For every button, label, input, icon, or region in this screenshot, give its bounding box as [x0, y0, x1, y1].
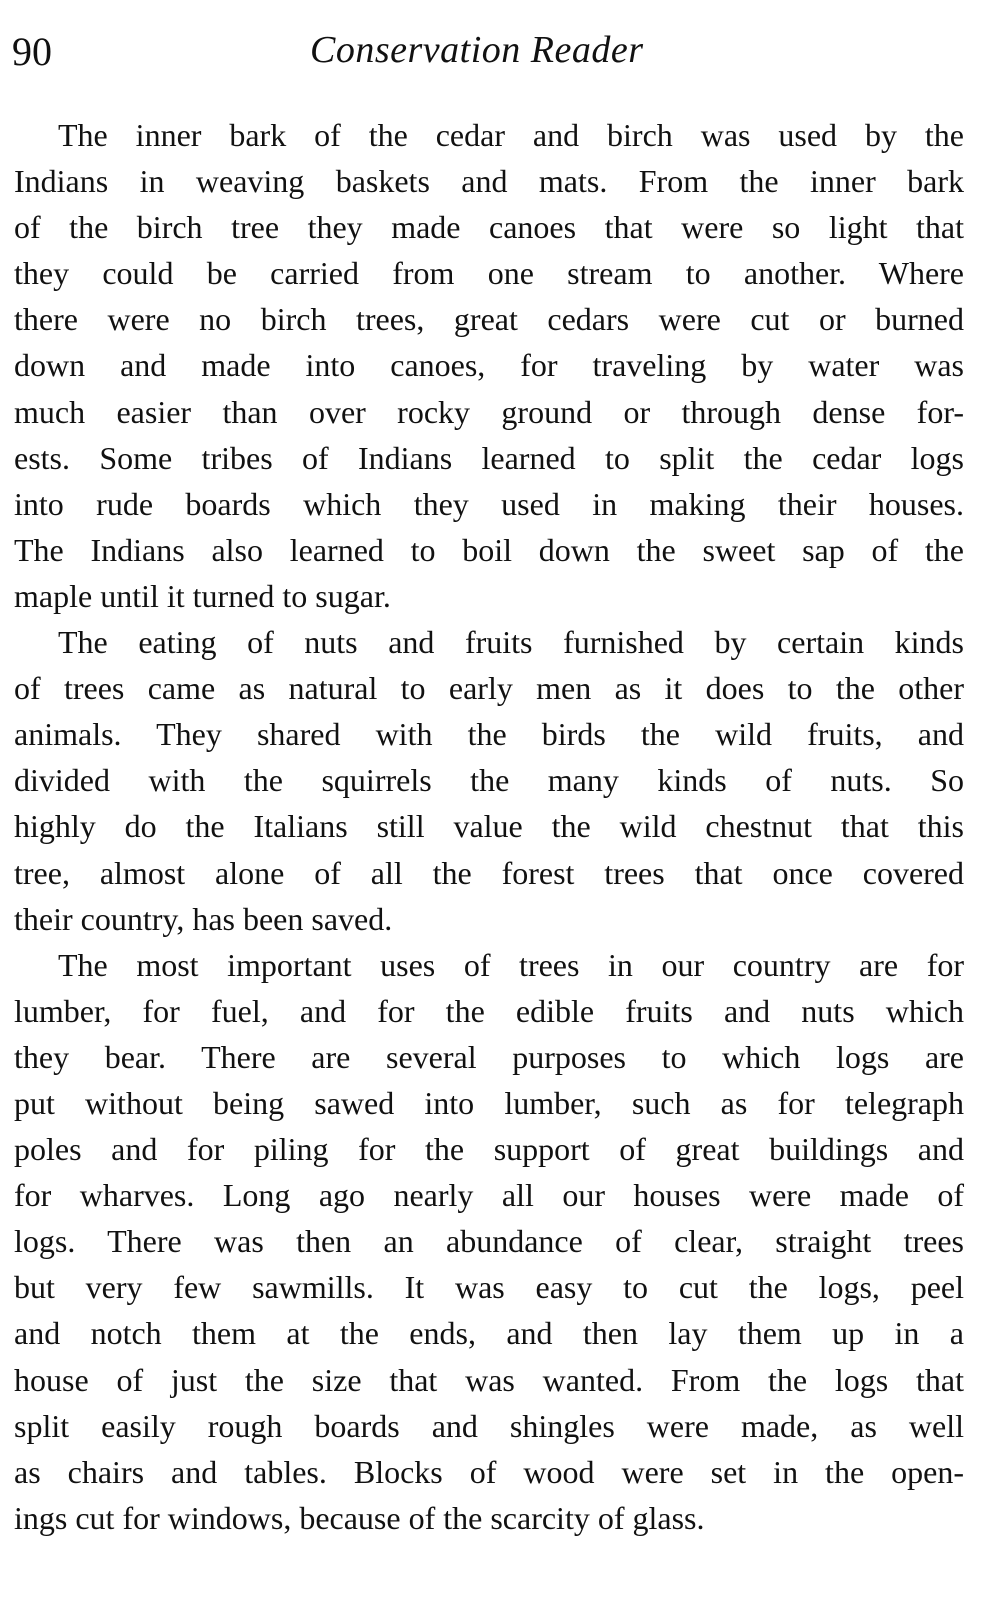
- text-line: tree, almost alone of all the forest trees that once covered: [14, 854, 964, 891]
- text-line: highly do the Italians still value the wild chestnut that this: [14, 808, 964, 845]
- text-line: there were no birch trees, great cedars were cut or burned: [14, 301, 964, 338]
- book-title: Conservation Reader: [310, 29, 644, 71]
- text-line: The eating of nuts and fruits furnished by certain kinds: [58, 624, 964, 661]
- running-head: [0, 18, 1000, 88]
- text-line: split easily rough boards and shingles were made, as well: [14, 1407, 964, 1444]
- body-text: [14, 112, 964, 1541]
- text-line: put without being sawed into lumber, such as for telegraph: [14, 1084, 964, 1121]
- text-line: Indians in weaving baskets and mats. From the inner bark: [14, 163, 964, 200]
- text-line: The inner bark of the cedar and birch was used by the: [58, 117, 964, 153]
- text-line: and notch them at the ends, and then lay them up in a: [14, 1315, 964, 1352]
- text-line: as chairs and tables. Blocks of wood were set in the open-: [14, 1453, 964, 1490]
- page-number: 90: [12, 29, 52, 74]
- paragraph: [14, 942, 964, 1541]
- text-line: maple until it turned to sugar.: [14, 577, 391, 614]
- text-line: ings cut for windows, because of the scarcity of glass.: [14, 1499, 705, 1536]
- text-line: divided with the squirrels the many kinds of nuts. So: [14, 762, 964, 799]
- text-line: into rude boards which they used in making their houses.: [14, 485, 964, 522]
- text-line: but very few sawmills. It was easy to cut the logs, peel: [14, 1269, 964, 1306]
- text-line: their country, has been saved.: [14, 900, 393, 937]
- text-line: The most important uses of trees in our country are for: [58, 946, 964, 983]
- text-line: for wharves. Long ago nearly all our houses were made of: [14, 1177, 964, 1214]
- text-line: ests. Some tribes of Indians learned to split the cedar logs: [14, 439, 964, 476]
- text-line: The Indians also learned to boil down the sweet sap of the: [14, 531, 964, 568]
- text-line: of trees came as natural to early men as it does to the other: [14, 670, 964, 707]
- text-line: they could be carried from one stream to another. Where: [14, 255, 964, 292]
- text-line: of the birch tree they made canoes that were so light that: [14, 209, 964, 246]
- text-line: much easier than over rocky ground or through dense for-: [14, 393, 964, 430]
- paragraph: [14, 112, 964, 619]
- text-line: they bear. There are several purposes to which logs are: [14, 1038, 964, 1075]
- text-line: poles and for piling for the support of great buildings and: [14, 1131, 964, 1168]
- text-line: lumber, for fuel, and for the edible fruits and nuts which: [14, 992, 964, 1029]
- text-line: house of just the size that was wanted. From the logs that: [14, 1361, 964, 1398]
- text-line: down and made into canoes, for traveling by water was: [14, 347, 964, 384]
- text-line: logs. There was then an abundance of clear, straight trees: [14, 1223, 964, 1260]
- text-line: animals. They shared with the birds the wild fruits, and: [14, 716, 964, 753]
- paragraph: [14, 619, 964, 942]
